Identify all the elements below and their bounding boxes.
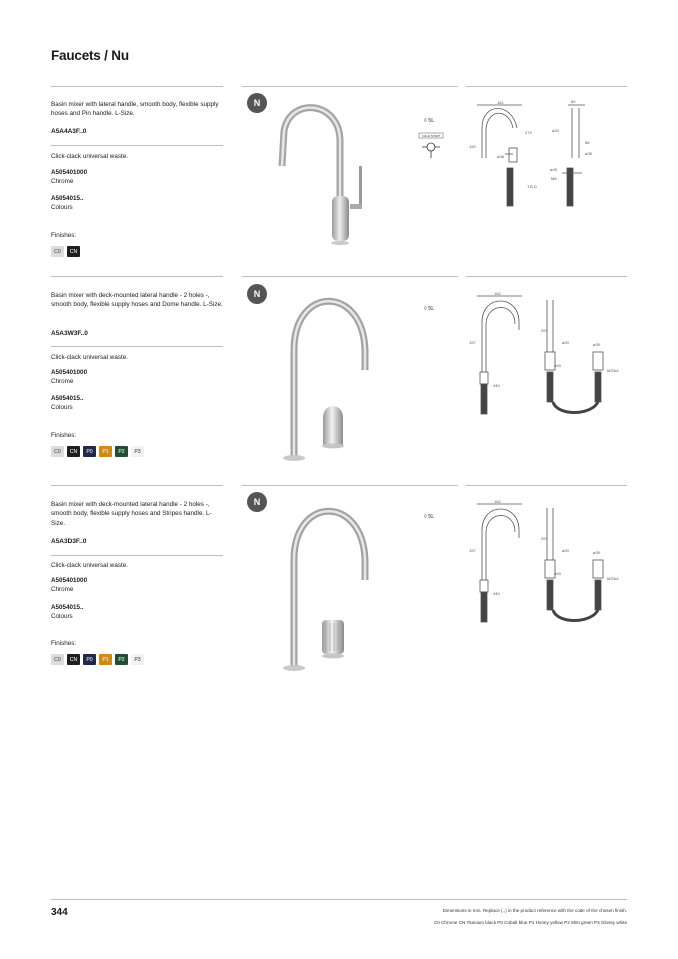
svg-text:M8: M8 bbox=[551, 176, 557, 181]
technical-drawing-3 bbox=[467, 500, 627, 632]
svg-text:440: 440 bbox=[493, 383, 500, 388]
product-description: Basin mixer with lateral handle, smooth body, flexible supply hoses and Pin handle. L-Size. bbox=[51, 101, 219, 118]
new-badge: N bbox=[247, 93, 267, 113]
colours-code: A5054015.. bbox=[51, 604, 84, 611]
new-badge: N bbox=[247, 492, 267, 512]
waste-label: Click-clack universal waste. bbox=[51, 354, 128, 361]
finish-legend: C0 Chrome CN Titanium black P0 Cobalt blue P1 Honey yellow P2 Mint green P3 Glossy white bbox=[433, 920, 627, 925]
product-reference: A5A4A3F..0 bbox=[51, 128, 87, 135]
cold-start-icon bbox=[418, 132, 444, 160]
svg-text:297: 297 bbox=[541, 328, 548, 333]
svg-text:197: 197 bbox=[469, 548, 476, 553]
faucet-photo-dome-handle bbox=[268, 290, 378, 466]
section-divider bbox=[51, 485, 223, 486]
finishes-label: Finishes: bbox=[51, 640, 77, 647]
finish-swatch-p2[interactable]: P2 bbox=[115, 654, 128, 665]
technical-drawing-1 bbox=[467, 98, 627, 220]
finish-swatch-p1[interactable]: P1 bbox=[99, 446, 112, 457]
finish-swatch-p0[interactable]: P0 bbox=[83, 654, 96, 665]
colours-code-block bbox=[51, 395, 84, 412]
svg-text:274: 274 bbox=[525, 130, 532, 135]
page-number: 344 bbox=[51, 907, 68, 918]
divider bbox=[51, 555, 223, 556]
finish-swatches bbox=[51, 654, 144, 665]
finishes-label: Finishes: bbox=[51, 232, 77, 239]
svg-text:ø38: ø38 bbox=[497, 154, 504, 159]
faucet-photo-pin-handle bbox=[268, 96, 378, 252]
svg-text:ø20: ø20 bbox=[562, 340, 569, 345]
svg-text:69: 69 bbox=[571, 99, 576, 104]
svg-text:161: 161 bbox=[497, 100, 504, 105]
waste-code: A505401000 bbox=[51, 577, 88, 584]
section-divider bbox=[466, 86, 627, 87]
finish-swatch-p2[interactable]: P2 bbox=[115, 446, 128, 457]
finish-swatch-cn[interactable]: CN bbox=[67, 446, 80, 457]
svg-text:88: 88 bbox=[585, 140, 590, 145]
product-description: Basin mixer with deck-mounted lateral handle - 2 holes -, smooth body, flexible supply hoses and Dome handle. L-Size. bbox=[51, 292, 223, 309]
finish-swatch-p1[interactable]: P1 bbox=[99, 654, 112, 665]
footer-note: Dimensions in mm. Replace (..) in the product reference with the code of the chosen finish. bbox=[442, 908, 627, 913]
finishes-label: Finishes: bbox=[51, 432, 77, 439]
section-divider bbox=[242, 485, 458, 486]
colours-code-block bbox=[51, 604, 84, 621]
svg-text:162: 162 bbox=[494, 500, 501, 504]
svg-text:ø35: ø35 bbox=[593, 342, 600, 347]
flow-rate-value: 5L bbox=[428, 118, 435, 124]
colours-code: A5054015.. bbox=[51, 395, 84, 402]
finish-swatch-p3[interactable]: P3 bbox=[131, 446, 144, 457]
product-reference: A5A3W3F..0 bbox=[51, 330, 88, 337]
flow-rate-value: 5L bbox=[428, 306, 435, 312]
page-title: Faucets / Nu bbox=[51, 48, 129, 63]
flow-rate-value: 5L bbox=[428, 514, 435, 520]
svg-text:ø35: ø35 bbox=[585, 151, 592, 156]
waste-code: A505401000 bbox=[51, 369, 88, 376]
section-divider bbox=[242, 86, 458, 87]
colours-label: Colours bbox=[51, 403, 73, 411]
waste-code-block bbox=[51, 369, 87, 386]
finish-swatch-cn[interactable]: CN bbox=[67, 246, 80, 257]
section-divider bbox=[242, 276, 458, 277]
product-description: Basin mixer with deck-mounted lateral handle - 2 holes -, smooth body, flexible supply hoses and Stripes handle. L-Size. bbox=[51, 501, 212, 527]
svg-text:ø20: ø20 bbox=[552, 128, 559, 133]
cold-start-text: COLD START bbox=[421, 134, 441, 138]
waste-label: Click-clack universal waste. bbox=[51, 562, 128, 569]
finish-swatch-p0[interactable]: P0 bbox=[83, 446, 96, 457]
svg-text:ø35: ø35 bbox=[593, 550, 600, 555]
svg-text:190: 190 bbox=[469, 144, 476, 149]
svg-text:ø45: ø45 bbox=[550, 167, 557, 172]
svg-text:ø43: ø43 bbox=[554, 571, 561, 576]
section-divider bbox=[51, 86, 223, 87]
svg-text:ø20: ø20 bbox=[562, 548, 569, 553]
svg-text:297: 297 bbox=[541, 536, 548, 541]
svg-text:M33x1: M33x1 bbox=[607, 576, 620, 581]
colours-code-block bbox=[51, 195, 84, 212]
waste-code-block bbox=[51, 169, 87, 186]
waste-finish: Chrome bbox=[51, 585, 74, 593]
finish-swatches bbox=[51, 246, 80, 257]
waste-code: A505401000 bbox=[51, 169, 88, 176]
faucet-photo-stripes-handle bbox=[268, 500, 378, 676]
divider bbox=[51, 145, 223, 146]
section-divider bbox=[466, 276, 627, 277]
svg-text:ø43: ø43 bbox=[554, 363, 561, 368]
waste-finish: Chrome bbox=[51, 177, 74, 185]
finish-swatch-c0[interactable]: C0 bbox=[51, 446, 64, 457]
section-divider bbox=[51, 276, 223, 277]
colours-label: Colours bbox=[51, 203, 73, 211]
finish-swatch-c0[interactable]: C0 bbox=[51, 654, 64, 665]
colours-label: Colours bbox=[51, 612, 73, 620]
section-divider bbox=[466, 485, 627, 486]
svg-text:440: 440 bbox=[493, 591, 500, 596]
divider bbox=[51, 346, 223, 347]
flow-rate: ◊ 5L bbox=[424, 514, 435, 520]
flow-rate: ◊ 5L bbox=[424, 118, 435, 124]
footer-divider bbox=[51, 899, 627, 900]
svg-text:197: 197 bbox=[469, 340, 476, 345]
waste-finish: Chrome bbox=[51, 377, 74, 385]
new-badge: N bbox=[247, 284, 267, 304]
technical-drawing-2 bbox=[467, 292, 627, 424]
svg-text:T.B.D: T.B.D bbox=[527, 184, 537, 189]
flow-rate: ◊ 5L bbox=[424, 306, 435, 312]
finish-swatch-c0[interactable]: C0 bbox=[51, 246, 64, 257]
finish-swatches bbox=[51, 446, 144, 457]
waste-code-block bbox=[51, 577, 87, 594]
colours-code: A5054015.. bbox=[51, 195, 84, 202]
svg-text:162: 162 bbox=[494, 292, 501, 296]
waste-label: Click-clack universal waste. bbox=[51, 153, 128, 160]
svg-text:M33x1: M33x1 bbox=[607, 368, 620, 373]
finish-swatch-p3[interactable]: P3 bbox=[131, 654, 144, 665]
product-reference: A5A3D3F..0 bbox=[51, 538, 87, 545]
finish-swatch-cn[interactable]: CN bbox=[67, 654, 80, 665]
